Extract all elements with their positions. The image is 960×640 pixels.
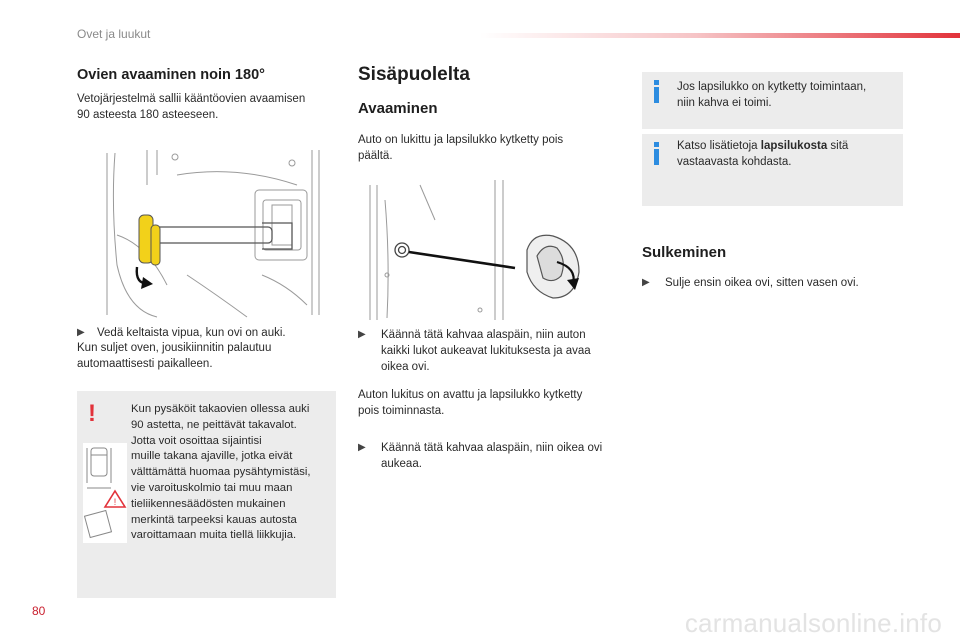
inner-handle-illustration bbox=[365, 180, 605, 320]
closing-line: Kun suljet oven, jousikiinnitin palautuu bbox=[77, 342, 272, 354]
warning-text bbox=[131, 402, 336, 544]
page-number: 80 bbox=[32, 604, 46, 618]
heading-door-180: Ovien avaaminen noin 180° bbox=[77, 67, 265, 83]
header-accent-bar bbox=[480, 33, 960, 38]
warning-line: 90 astetta, ne peittävät takavalot. bbox=[131, 418, 297, 431]
bullet-turn-handle-right bbox=[358, 440, 623, 472]
intro-line: 90 asteesta 180 asteeseen. bbox=[77, 108, 219, 121]
bullet-turn-handle-all bbox=[358, 327, 623, 375]
info-box-see-more bbox=[642, 134, 903, 206]
inner-handle-drawing bbox=[365, 180, 605, 320]
warning-line: Kun pysäköit takaovien ollessa auki bbox=[131, 403, 310, 415]
bullet-marker-icon: ▶ bbox=[358, 442, 366, 453]
warning-line: välttämättä huomaa pysähtymistäsi, bbox=[131, 466, 311, 479]
warning-box bbox=[77, 391, 336, 598]
opening-intro-line: päältä. bbox=[358, 149, 393, 162]
road-warning-drawing bbox=[83, 443, 127, 543]
bullet-line: aukeaa. bbox=[381, 458, 422, 470]
warning-line: merkintä tarpeeksi kauas autosta bbox=[131, 513, 297, 526]
unlocked-line: pois toiminnasta. bbox=[358, 404, 445, 417]
info-icon bbox=[654, 80, 659, 85]
bullet-line: kaikki lukot aukeavat lukituksesta ja avaa bbox=[381, 345, 591, 357]
info-text bbox=[677, 139, 899, 170]
svg-text:!: ! bbox=[113, 497, 117, 507]
unlocked-line: Auton lukitus on avattu ja lapsilukko kytketty bbox=[358, 389, 583, 401]
info-line: Katso lisätietoja lapsilukosta sitä bbox=[677, 140, 849, 152]
child-lock-link: lapsilukosta bbox=[760, 140, 828, 152]
intro-text-180 bbox=[77, 92, 337, 123]
bullet-pull-lever: ▶ Vedä keltaista vipua, kun ovi on auki. bbox=[77, 327, 286, 339]
door-hinge-drawing bbox=[87, 145, 327, 320]
info-text bbox=[677, 80, 899, 111]
heading-closing: Sulkeminen bbox=[642, 244, 727, 261]
intro-line: Vetojärjestelmä sallii kääntöovien avaamisen bbox=[77, 93, 306, 105]
bullet-line: Käännä tätä kahvaa alaspäin, niin oikea ovi bbox=[381, 442, 603, 454]
info-icon-bar bbox=[654, 149, 659, 165]
heading-inside: Sisäpuolelta bbox=[358, 64, 470, 85]
warning-line: muille takana ajaville, jotka eivät bbox=[131, 450, 293, 463]
closing-line: automaattisesti paikalleen. bbox=[77, 357, 213, 370]
warning-exclamation-icon: ! bbox=[88, 400, 96, 427]
bullet-line: Käännä tätä kahvaa alaspäin, niin auton bbox=[381, 329, 586, 341]
unlocked-text bbox=[358, 388, 623, 419]
bullet-marker-icon: ▶ bbox=[642, 277, 650, 288]
bullet-marker-icon: ▶ bbox=[358, 329, 366, 340]
warning-line: varoittamaan muita tiellä liikkujia. bbox=[131, 529, 297, 542]
chapter-title: Ovet ja luukut bbox=[77, 27, 151, 41]
heading-opening: Avaaminen bbox=[358, 100, 438, 117]
info-line: Jos lapsilukko on kytketty toimintaan, bbox=[677, 81, 867, 93]
warning-triangle-illustration bbox=[83, 443, 127, 543]
bullet-line: oikea ovi. bbox=[381, 361, 430, 373]
info-line: niin kahva ei toimi. bbox=[677, 96, 772, 109]
opening-intro bbox=[358, 133, 618, 164]
warning-line: vie varoituskolmio tai muu maan bbox=[131, 481, 293, 494]
door-hinge-illustration bbox=[87, 145, 327, 320]
closing-text bbox=[77, 341, 337, 372]
opening-intro-line: Auto on lukittu ja lapsilukko kytketty pois bbox=[358, 134, 564, 146]
info-icon bbox=[654, 142, 659, 147]
warning-line: Jotta voit osoittaa sijaintisi bbox=[131, 434, 262, 447]
warning-line: tieliikennesäädösten mukainen bbox=[131, 497, 286, 510]
info-icon-bar bbox=[654, 87, 659, 103]
info-line: vastaavasta kohdasta. bbox=[677, 155, 792, 168]
bullet-marker-icon: ▶ bbox=[77, 327, 85, 338]
info-box-child-lock bbox=[642, 72, 903, 129]
bullet-close-doors: ▶ Sulje ensin oikea ovi, sitten vasen ovi. bbox=[642, 277, 859, 289]
watermark: carmanualsonline.info bbox=[684, 608, 942, 638]
